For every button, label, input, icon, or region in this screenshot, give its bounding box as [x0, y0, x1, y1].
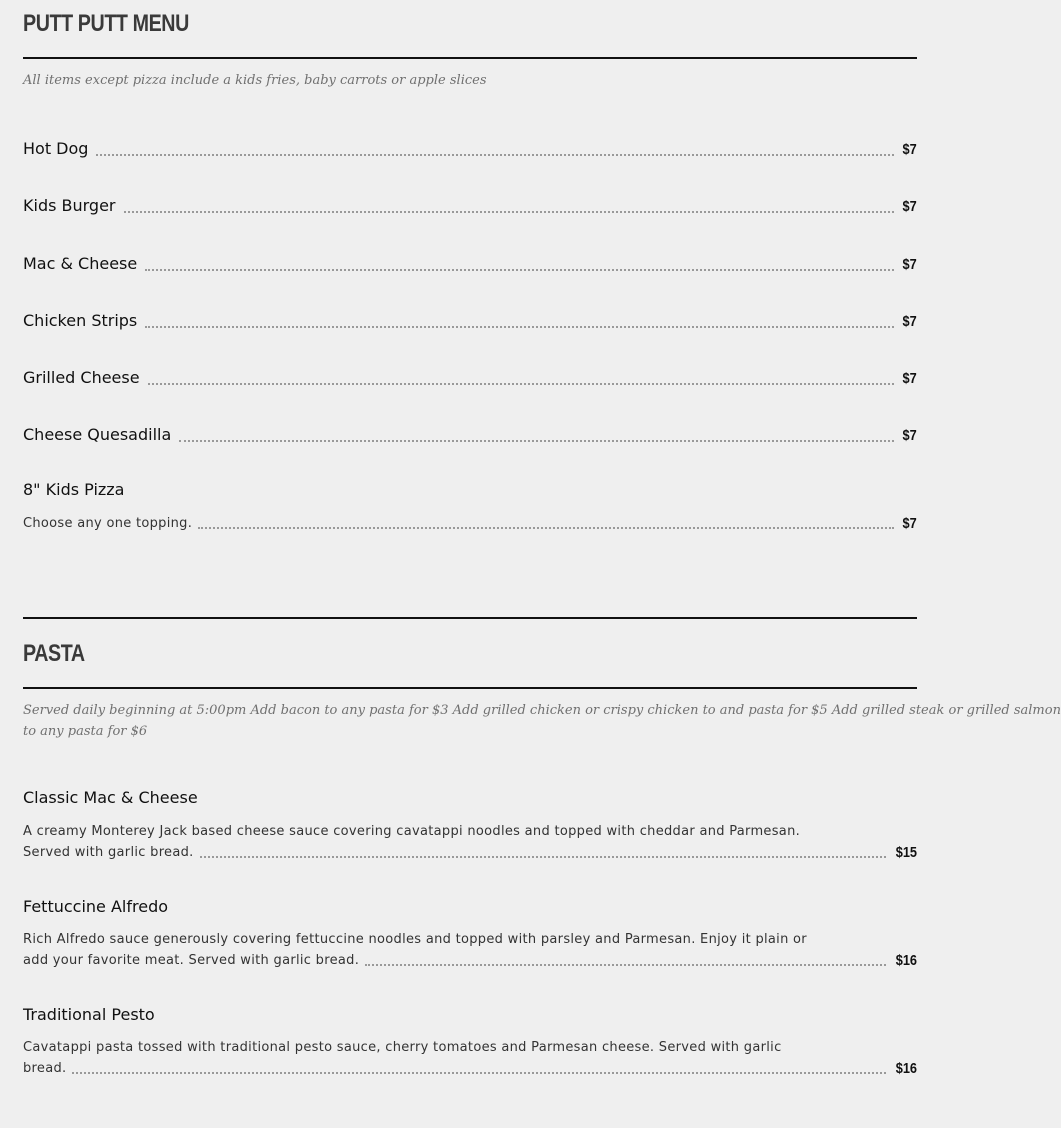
item-name: Fettuccine Alfredo: [23, 897, 169, 916]
divider: [23, 57, 917, 59]
item-price: $7: [902, 427, 917, 444]
item-description: [23, 929, 917, 971]
menu-item: [23, 365, 917, 389]
item-name: Mac & Cheese: [23, 254, 138, 273]
item-description: [23, 1037, 917, 1079]
item-name: Hot Dog: [23, 139, 89, 158]
dot-leader: [124, 210, 895, 213]
item-name: Classic Mac & Cheese: [23, 788, 198, 807]
item-description: [23, 821, 917, 863]
item-description: [23, 513, 917, 534]
subtitle-line: to any pasta for $6: [23, 724, 148, 739]
item-price: $7: [902, 141, 917, 158]
section-subtitle-pasta: [23, 700, 1061, 742]
description-text: A creamy Monterey Jack based cheese sauce covering cavatappi noodles and topped with cheddar and Parmesan.: [23, 824, 801, 839]
dot-leader: [198, 526, 894, 529]
dot-leader: [179, 439, 894, 442]
dot-leader: [365, 963, 886, 966]
item-name: Chicken Strips: [23, 311, 138, 330]
item-price: $16: [895, 1060, 917, 1077]
item-name: 8" Kids Pizza: [23, 480, 125, 499]
menu-item: [23, 308, 917, 332]
menu-item: [23, 422, 917, 446]
description-text: Cavatappi pasta tossed with traditional pesto sauce, cherry tomatoes and Parmesan cheese. Served with garlic: [23, 1040, 782, 1055]
item-name: Traditional Pesto: [23, 1005, 155, 1024]
item-price: $15: [895, 844, 917, 861]
menu-item: [23, 193, 917, 217]
item-price: $7: [902, 515, 917, 532]
section-title-pasta: PASTA: [23, 640, 85, 667]
item-name: Cheese Quesadilla: [23, 425, 172, 444]
section-subtitle-kids: All items except pizza include a kids fries, baby carrots or apple slices: [23, 73, 487, 88]
divider: [23, 687, 917, 689]
dot-leader: [96, 153, 894, 156]
dot-leader: [72, 1071, 886, 1074]
description-text: bread.: [23, 1061, 67, 1076]
dot-leader: [200, 855, 886, 858]
menu-item: [23, 251, 917, 275]
description-text: Choose any one topping.: [23, 516, 193, 531]
item-price: $7: [902, 256, 917, 273]
divider: [23, 617, 917, 619]
menu-item: [23, 136, 917, 160]
item-price: $16: [895, 952, 917, 969]
dot-leader: [145, 325, 894, 328]
dot-leader: [148, 382, 895, 385]
subtitle-line: Served daily beginning at 5:00pm Add bacon to any pasta for $3 Add grilled chicken or crispy chicken to and pasta for $5 Add grilled steak or grilled salmon: [23, 703, 1061, 718]
description-text: Served with garlic bread.: [23, 845, 194, 860]
item-name: Kids Burger: [23, 196, 116, 215]
description-text: Rich Alfredo sauce generously covering fettuccine noodles and topped with parsley and Parmesan. Enjoy it plain or: [23, 932, 807, 947]
section-title-kids: PUTT PUTT MENU: [23, 10, 189, 37]
item-price: $7: [902, 370, 917, 387]
dot-leader: [145, 268, 894, 271]
description-text: add your favorite meat. Served with garlic bread.: [23, 953, 360, 968]
item-price: $7: [902, 313, 917, 330]
item-name: Grilled Cheese: [23, 368, 140, 387]
item-price: $7: [902, 198, 917, 215]
